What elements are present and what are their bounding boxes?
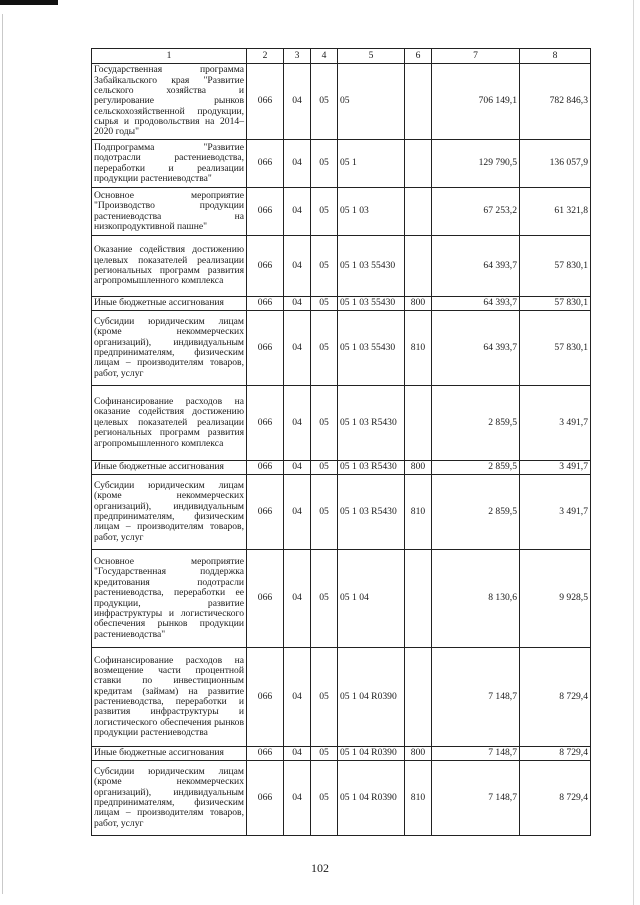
table-row [92,140,591,188]
subsection-cell: 05 [311,747,338,761]
expense-type-cell: 810 [405,475,432,550]
admin-code-cell: 066 [247,311,284,386]
subsection-cell: 05 [311,475,338,550]
amount-year1-cell: 706 149,1 [432,64,520,140]
section-cell: 04 [284,188,311,236]
table-row [92,461,591,475]
amount-year1-cell: 2 859,5 [432,475,520,550]
table-row [92,297,591,311]
admin-code-cell: 066 [247,550,284,648]
admin-code-cell: 066 [247,461,284,475]
amount-year1-cell: 129 790,5 [432,140,520,188]
subsection-cell: 05 [311,761,338,836]
subsection-cell: 05 [311,297,338,311]
table-row [92,475,591,550]
admin-code-cell: 066 [247,140,284,188]
table-row [92,747,591,761]
target-article-cell: 05 1 04 R0390 [338,648,405,747]
amount-year1-cell: 64 393,7 [432,297,520,311]
row-name-cell: Оказание содействия достижению целевых показателей реализации региональных программ развития агропромышленного комплекса [92,236,247,297]
section-cell: 04 [284,550,311,648]
scan-left-edge [2,14,3,894]
admin-code-cell: 066 [247,188,284,236]
admin-code-cell: 066 [247,236,284,297]
amount-year2-cell: 3 491,7 [520,386,591,461]
section-cell: 04 [284,64,311,140]
table-row [92,64,591,140]
target-article-cell: 05 1 04 [338,550,405,648]
expense-type-cell [405,236,432,297]
target-article-cell: 05 [338,64,405,140]
amount-year1-cell: 2 859,5 [432,461,520,475]
expense-type-cell [405,648,432,747]
table-row [92,236,591,297]
amount-year1-cell: 8 130,6 [432,550,520,648]
amount-year2-cell: 3 491,7 [520,475,591,550]
amount-year1-cell: 2 859,5 [432,386,520,461]
amount-year2-cell: 8 729,4 [520,648,591,747]
table-row [92,386,591,461]
target-article-cell: 05 1 [338,140,405,188]
admin-code-cell: 066 [247,297,284,311]
section-cell: 04 [284,236,311,297]
section-cell: 04 [284,761,311,836]
expense-type-cell [405,64,432,140]
header-cell: 1 [92,49,247,64]
header-cell: 2 [247,49,284,64]
header-cell: 7 [432,49,520,64]
scan-edge-mark [0,0,58,5]
target-article-cell: 05 1 03 55430 [338,311,405,386]
subsection-cell: 05 [311,188,338,236]
row-name-cell: Софинансирование расходов на возмещение части процентной ставки по инвестиционным кредитам (займам) на развитие растениеводства, переработки и развития инфраструктуры и логистического обеспечения рынков продукции растениеводства [92,648,247,747]
table-row [92,648,591,747]
expense-type-cell: 810 [405,761,432,836]
admin-code-cell: 066 [247,761,284,836]
amount-year2-cell: 8 729,4 [520,761,591,836]
row-name-cell: Основное мероприятие "Производство продукции растениеводства на низкопродуктивной пашне" [92,188,247,236]
subsection-cell: 05 [311,550,338,648]
subsection-cell: 05 [311,236,338,297]
section-cell: 04 [284,386,311,461]
target-article-cell: 05 1 04 R0390 [338,761,405,836]
row-name-cell: Государственная программа Забайкальского края "Развитие сельского хозяйства и регулирование рынков сельскохозяйственной продукции, сырья и продовольствия на 2014–2020 годы" [92,64,247,140]
amount-year1-cell: 7 148,7 [432,648,520,747]
admin-code-cell: 066 [247,386,284,461]
table-row [92,188,591,236]
table-row [92,761,591,836]
table-row [92,550,591,648]
header-cell: 6 [405,49,432,64]
target-article-cell: 05 1 03 R5430 [338,461,405,475]
target-article-cell: 05 1 03 R5430 [338,475,405,550]
target-article-cell: 05 1 03 55430 [338,297,405,311]
subsection-cell: 05 [311,648,338,747]
target-article-cell: 05 1 04 R0390 [338,747,405,761]
header-cell: 3 [284,49,311,64]
page-number: 102 [311,861,329,875]
section-cell: 04 [284,311,311,386]
expense-type-cell: 800 [405,297,432,311]
scan-right-edge [633,0,634,905]
row-name-cell: Основное мероприятие "Государственная поддержка кредитования подотрасли растениеводства, переработки ее продукции, развитие инфраструктуры и логистического обеспечения рынков продукции растениеводства" [92,550,247,648]
amount-year2-cell: 9 928,5 [520,550,591,648]
target-article-cell: 05 1 03 [338,188,405,236]
section-cell: 04 [284,140,311,188]
amount-year2-cell: 8 729,4 [520,747,591,761]
expense-type-cell [405,140,432,188]
target-article-cell: 05 1 03 R5430 [338,386,405,461]
section-cell: 04 [284,648,311,747]
admin-code-cell: 066 [247,648,284,747]
expense-type-cell: 800 [405,747,432,761]
admin-code-cell: 066 [247,475,284,550]
row-name-cell: Иные бюджетные ассигнования [92,461,247,475]
amount-year2-cell: 61 321,8 [520,188,591,236]
expense-type-cell: 810 [405,311,432,386]
amount-year1-cell: 7 148,7 [432,761,520,836]
header-cell: 8 [520,49,591,64]
row-name-cell: Субсидии юридическим лицам (кроме некоммерческих организаций), индивидуальным предпринимателям, физическим лицам – производителям товаров, работ, услуг [92,761,247,836]
amount-year2-cell: 57 830,1 [520,236,591,297]
admin-code-cell: 066 [247,64,284,140]
header-cell: 5 [338,49,405,64]
amount-year1-cell: 7 148,7 [432,747,520,761]
amount-year1-cell: 67 253,2 [432,188,520,236]
budget-table [91,48,591,836]
amount-year1-cell: 64 393,7 [432,236,520,297]
row-name-cell: Подпрограмма "Развитие подотрасли растениеводства, переработки и реализации продукции растениеводства" [92,140,247,188]
expense-type-cell [405,188,432,236]
amount-year2-cell: 136 057,9 [520,140,591,188]
subsection-cell: 05 [311,140,338,188]
expense-type-cell [405,550,432,648]
section-cell: 04 [284,297,311,311]
expense-type-cell: 800 [405,461,432,475]
amount-year2-cell: 57 830,1 [520,297,591,311]
subsection-cell: 05 [311,386,338,461]
section-cell: 04 [284,461,311,475]
row-name-cell: Субсидии юридическим лицам (кроме некоммерческих организаций), индивидуальным предпринимателям, физическим лицам – производителям товаров, работ, услуг [92,311,247,386]
amount-year2-cell: 3 491,7 [520,461,591,475]
table-row [92,311,591,386]
row-name-cell: Софинансирование расходов на оказание содействия достижению целевых показателей реализации региональных программ развития агропромышленного комплекса [92,386,247,461]
subsection-cell: 05 [311,461,338,475]
admin-code-cell: 066 [247,747,284,761]
target-article-cell: 05 1 03 55430 [338,236,405,297]
row-name-cell: Иные бюджетные ассигнования [92,747,247,761]
amount-year2-cell: 57 830,1 [520,311,591,386]
row-name-cell: Иные бюджетные ассигнования [92,297,247,311]
header-cell: 4 [311,49,338,64]
amount-year1-cell: 64 393,7 [432,311,520,386]
header-row [92,49,591,64]
subsection-cell: 05 [311,64,338,140]
subsection-cell: 05 [311,311,338,386]
amount-year2-cell: 782 846,3 [520,64,591,140]
section-cell: 04 [284,475,311,550]
row-name-cell: Субсидии юридическим лицам (кроме некоммерческих организаций), индивидуальным предпринимателям, физическим лицам – производителям товаров, работ, услуг [92,475,247,550]
section-cell: 04 [284,747,311,761]
expense-type-cell [405,386,432,461]
